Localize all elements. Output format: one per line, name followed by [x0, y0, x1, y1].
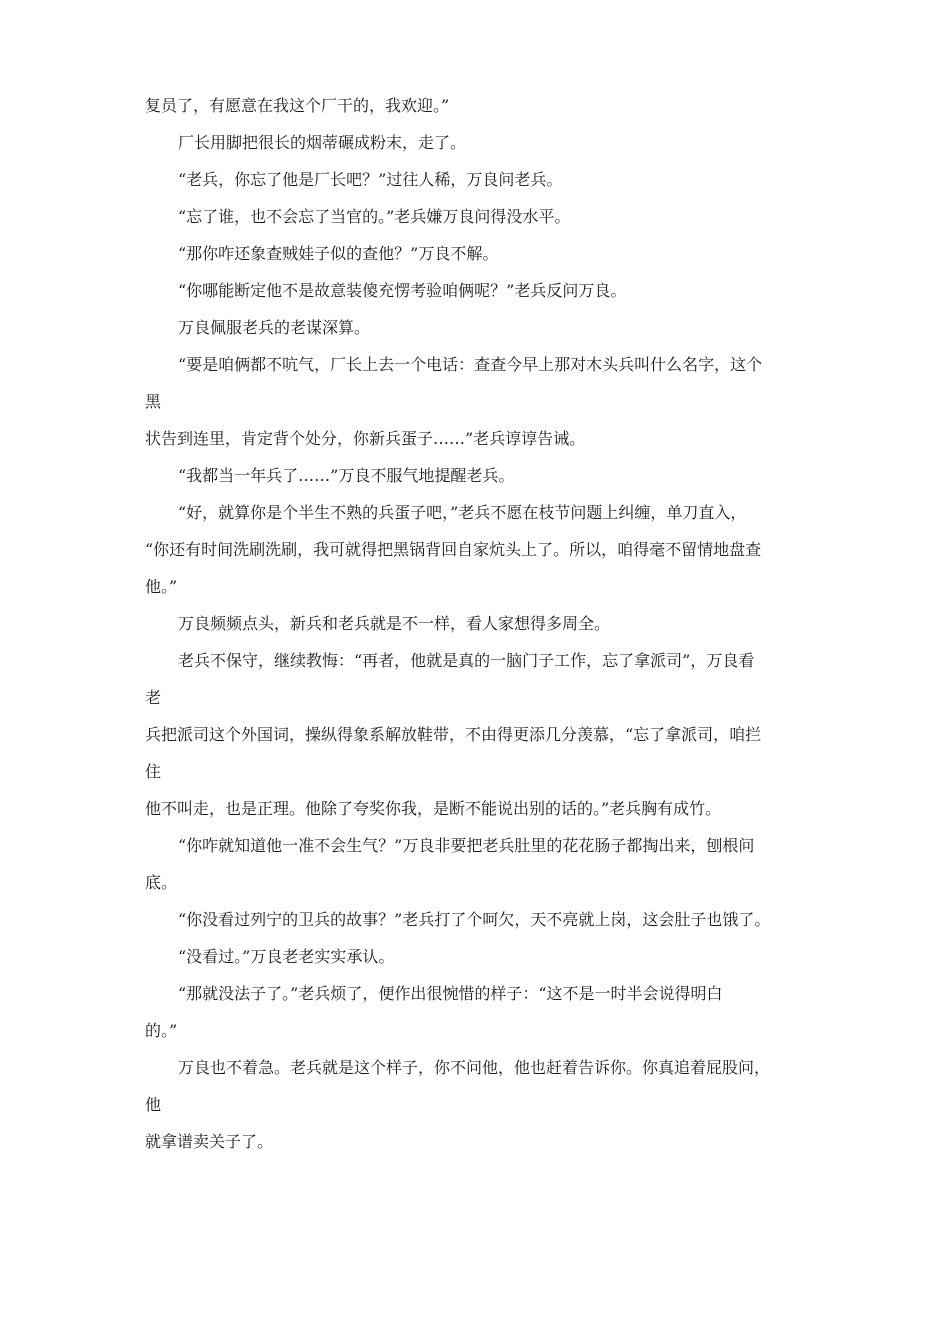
text-line: “你咋就知道他一准不会生气？”万良非要把老兵肚里的花花肠子都掏出来，刨根问	[178, 836, 755, 855]
text-line: 的。”	[145, 1021, 178, 1040]
text-line: 老兵不保守，继续教悔：“再者，他就是真的一脑门子工作，忘了拿派司”，万良看	[178, 651, 755, 670]
text-line: 万良频频点头，新兵和老兵就是不一样，看人家想得多周全。	[178, 614, 611, 633]
text-line: 住	[145, 762, 162, 781]
text-line: 万良佩服老兵的老谋深算。	[178, 318, 371, 337]
text-line: 他。”	[145, 577, 178, 596]
text-line: “你哪能断定他不是故意装傻充愣考验咱俩呢？”老兵反问万良。	[178, 281, 627, 300]
text-line: 老	[145, 688, 162, 707]
text-line: “没看过。”万良老老实实承认。	[178, 947, 395, 966]
text-line: “老兵，你忘了他是厂长吧？”过往人稀，万良问老兵。	[178, 170, 563, 189]
text-line: “我都当一年兵了……”万良不服气地提醒老兵。	[178, 466, 515, 485]
text-line: 他	[145, 1095, 162, 1114]
text-line: 他不叫走，也是正理。他除了夸奖你我，是断不能说出别的话的。”老兵胸有成竹。	[145, 799, 722, 818]
text-line: 复员了，有愿意在我这个厂干的，我欢迎。”	[145, 96, 450, 115]
text-line: “你还有时间洗刷洗刷，我可就得把黑锅背回自家炕头上了。所以，咱得毫不留情地盘查	[145, 540, 762, 559]
text-line: 万良也不着急。老兵就是这个样子，你不问他，他也赶着告诉你。你真追着屁股问，	[178, 1058, 771, 1077]
text-line: “忘了谁，也不会忘了当官的。”老兵嫌万良问得没水平。	[178, 207, 571, 226]
text-line: 底。	[145, 873, 178, 892]
text-line: 状告到连里，肯定背个处分，你新兵蛋子……”老兵谆谆告诫。	[145, 429, 586, 448]
text-line: 厂长用脚把很长的烟蒂碾成粉末，走了。	[178, 133, 467, 152]
text-line: 就拿谱卖关子了。	[145, 1132, 274, 1151]
text-line: “那就没法子了。”老兵烦了，便作出很惋惜的样子：“这不是一时半会说得明白	[178, 984, 723, 1003]
text-line: 黑	[145, 392, 162, 411]
text-line: “要是咱俩都不吭气，厂长上去一个电话：查查今早上那对木头兵叫什么名字，这个	[178, 355, 763, 374]
text-line: “好，就算你是个半生不熟的兵蛋子吧，”老兵不愿在枝节问题上纠缠，单刀直入，	[178, 503, 747, 522]
text-line: “那你咋还象查贼娃子似的查他？”万良不解。	[178, 244, 499, 263]
text-line: 兵把派司这个外国词，操纵得象系解放鞋带，不由得更添几分羡慕，“忘了拿派司，咱拦	[145, 725, 762, 744]
text-line: “你没看过列宁的卫兵的故事？”老兵打了个呵欠，天不亮就上岗，这会肚子也饿了。	[178, 910, 771, 929]
